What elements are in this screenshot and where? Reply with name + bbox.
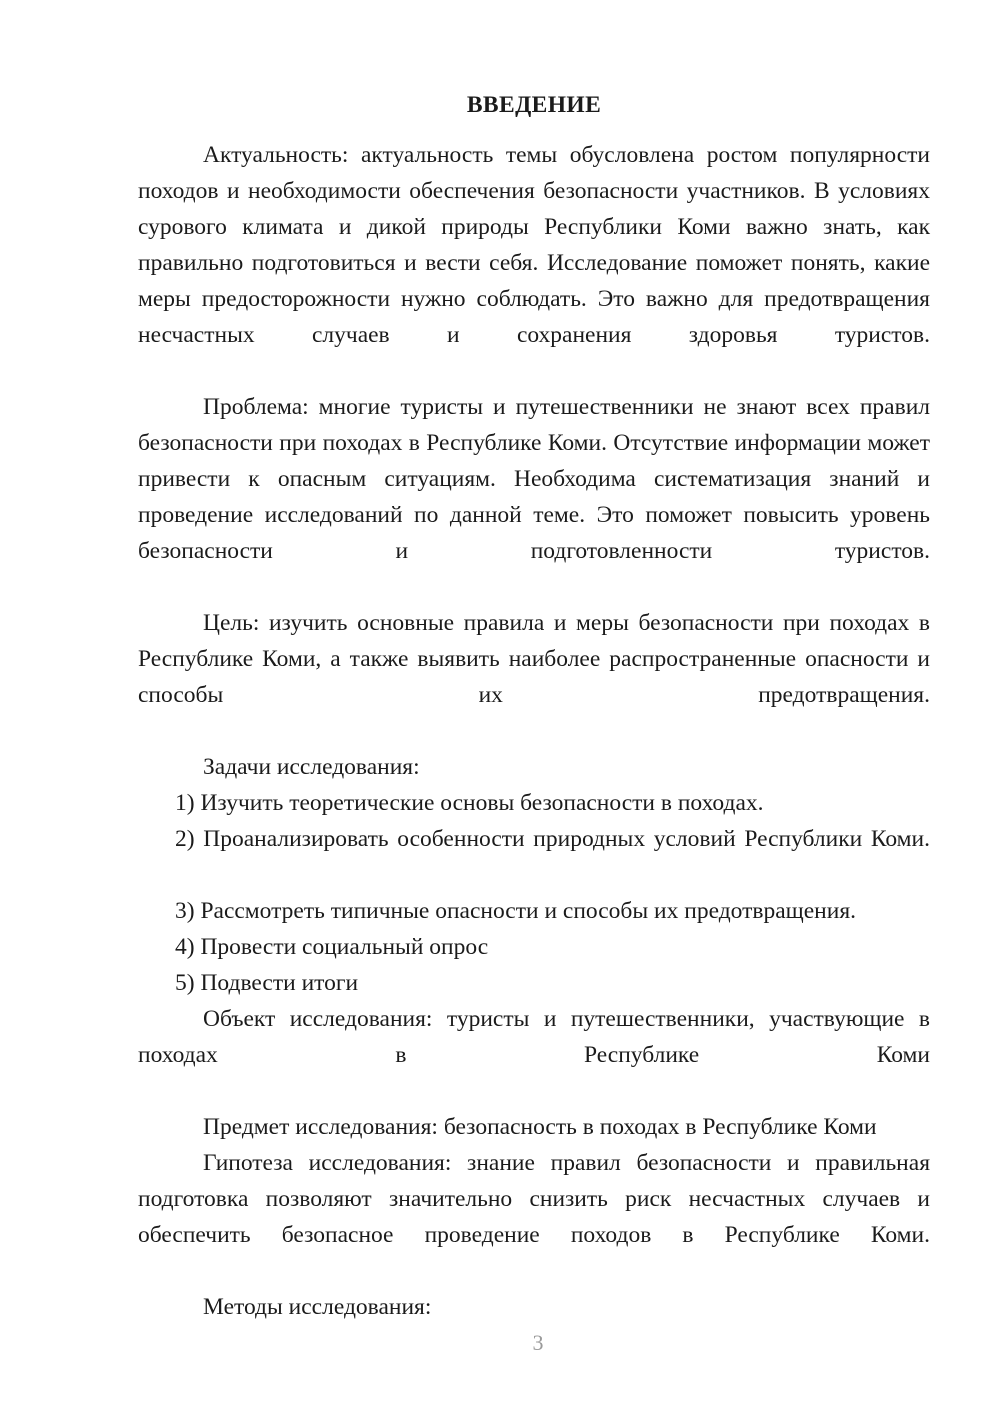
list-item: 3) Рассмотреть типичные опасности и способы их предотвращения. bbox=[175, 898, 857, 925]
paragraph-relevance: Актуальность: актуальность темы обусловлена ростом популярности походов и необходимости обеспечения безопасности участников. В условиях сурового климата и дикой природы Республики Коми важно знать, как правильно подготовиться и вести себя. Исследование поможет понять, какие меры предосторожности нужно соблюдать. Это важно для предотвращения несчастных случаев и сохранения здоровья туристов. bbox=[138, 142, 930, 349]
list-item: 1) Изучить теоретические основы безопасности в походах. bbox=[175, 790, 764, 817]
heading-tasks: Задачи исследования: bbox=[203, 754, 420, 781]
paragraph-problem: Проблема: многие туристы и путешественники не знают всех правил безопасности при походах в Республике Коми. Отсутствие информации может привести к опасным ситуациям. Необходима систематизация знаний и проведение исследований по данной теме. Это поможет повысить уровень безопасности и подготовленности туристов. bbox=[138, 394, 930, 565]
paragraph-goal: Цель: изучить основные правила и меры безопасности при походах в Республике Коми, а также выявить наиболее распространенные опасности и способы их предотвращения. bbox=[138, 610, 930, 709]
paragraph-hypothesis: Гипотеза исследования: знание правил безопасности и правильная подготовка позволяют значительно снизить риск несчастных случаев и обеспечить безопасное проведение походов в Республике Коми. bbox=[138, 1150, 930, 1249]
list-item: 2) Проанализировать особенности природных условий Республики Коми. bbox=[175, 826, 930, 853]
paragraph-subject: Предмет исследования: безопасность в походах в Республике Коми bbox=[203, 1114, 877, 1141]
page-title: ВВЕДЕНИЕ bbox=[466, 92, 602, 118]
document-body bbox=[138, 88, 930, 1325]
list-item: 5) Подвести итоги bbox=[175, 970, 359, 997]
heading-methods: Методы исследования: bbox=[203, 1294, 432, 1321]
list-item: 4) Провести социальный опрос bbox=[175, 934, 489, 961]
paragraph-object: Объект исследования: туристы и путешественники, участвующие в походах в Республике Коми bbox=[138, 1006, 930, 1069]
page-number: 3 bbox=[532, 1330, 544, 1355]
